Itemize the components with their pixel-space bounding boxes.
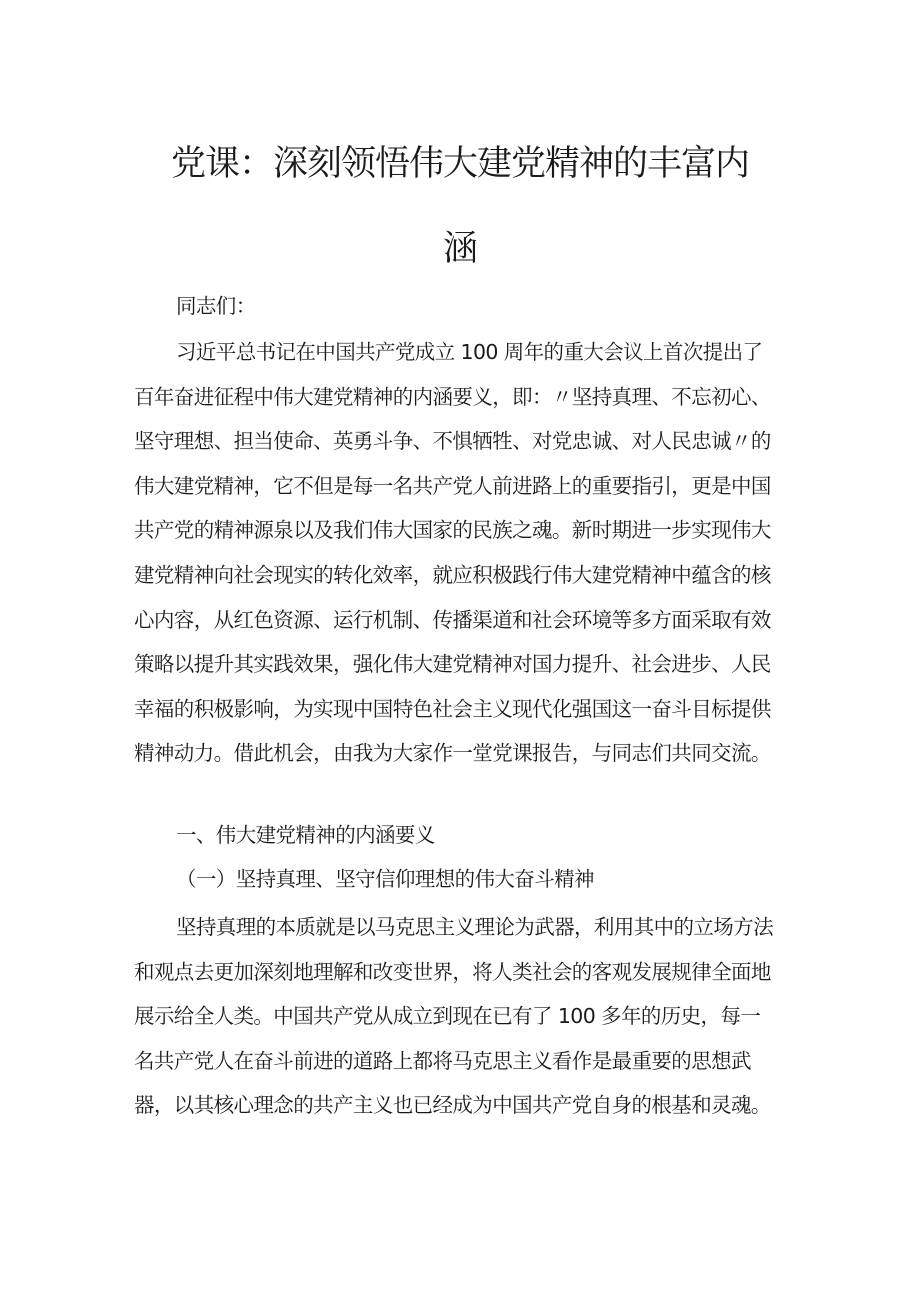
document-title-line-2: 涵 (442, 229, 477, 269)
section-heading-1 (134, 813, 780, 858)
paragraph-1-line: 习近平总书记在中国共产党成立 100 周年的重大会议上首次提出了 (176, 340, 763, 364)
paragraph-1-line: 心内容，从红色资源、运行机制、传播渠道和社会环境等多方面采取有效 (134, 607, 771, 632)
paragraph-1-line: 坚守理想、担当使命、英勇斗争、不惧牺牲、对党忠诚、对人民忠诚〃的 (134, 429, 771, 454)
paragraph-1-line: 建党精神向社会现实的转化效率，就应积极践行伟大建党精神中蕴含的核 (134, 562, 771, 587)
paragraph-1-line: 伟大建党精神，它不但是每一名共产党人前进路上的重要指引，更是中国 (134, 473, 771, 498)
paragraph-1-line: 策略以提升其实践效果，强化伟大建党精神对国力提升、社会进步、人民 (134, 652, 771, 677)
paragraph-2-line: 器，以其核心理念的共产主义也已经成为中国共产党自身的根基和灵魂。 (134, 1093, 771, 1118)
paragraph-1 (134, 330, 780, 776)
paragraph-2-line: 展示给全人类。中国共产党从成立到现在已有了 100 多年的历史，每一 (134, 1004, 761, 1029)
subsection-heading-1-text: （一）坚持真理、坚守信仰理想的伟大奋斗精神 (176, 867, 594, 891)
paragraph-1-line: 幸福的积极影响，为实现中国特色社会主义现代化强国这一奋斗目标提供 (134, 696, 771, 721)
document-title-line-1: 党课：深刻领悟伟大建党精神的丰富内 (170, 144, 749, 184)
paragraph-1-line: 精神动力。借此机会，由我为大家作一堂党课报告，与同志们共同交流。 (134, 741, 771, 766)
paragraph-1-line: 共产党的精神源泉以及我们伟大国家的民族之魂。新时期进一步实现伟大 (134, 518, 771, 543)
greeting (134, 284, 780, 329)
paragraph-2-line: 坚持真理的本质就是以马克思主义理论为武器，利用其中的立场方法 (176, 915, 773, 939)
paragraph-1-line: 百年奋进征程中伟大建党精神的内涵要义，即：〃坚持真理、不忘初心、 (134, 384, 771, 409)
paragraph-2-line: 名共产党人在奋斗前进的道路上都将马克思主义看作是最重要的思想武 (134, 1048, 751, 1073)
subsection-heading-1 (134, 857, 780, 902)
section-heading-1-text: 一、伟大建党精神的内涵要义 (176, 823, 435, 847)
greeting-text: 同志们： (176, 294, 256, 318)
paragraph-2 (134, 905, 780, 1128)
paragraph-2-line: 和观点去更加深刻地理解和改变世界，将人类社会的客观发展规律全面地 (134, 959, 771, 984)
